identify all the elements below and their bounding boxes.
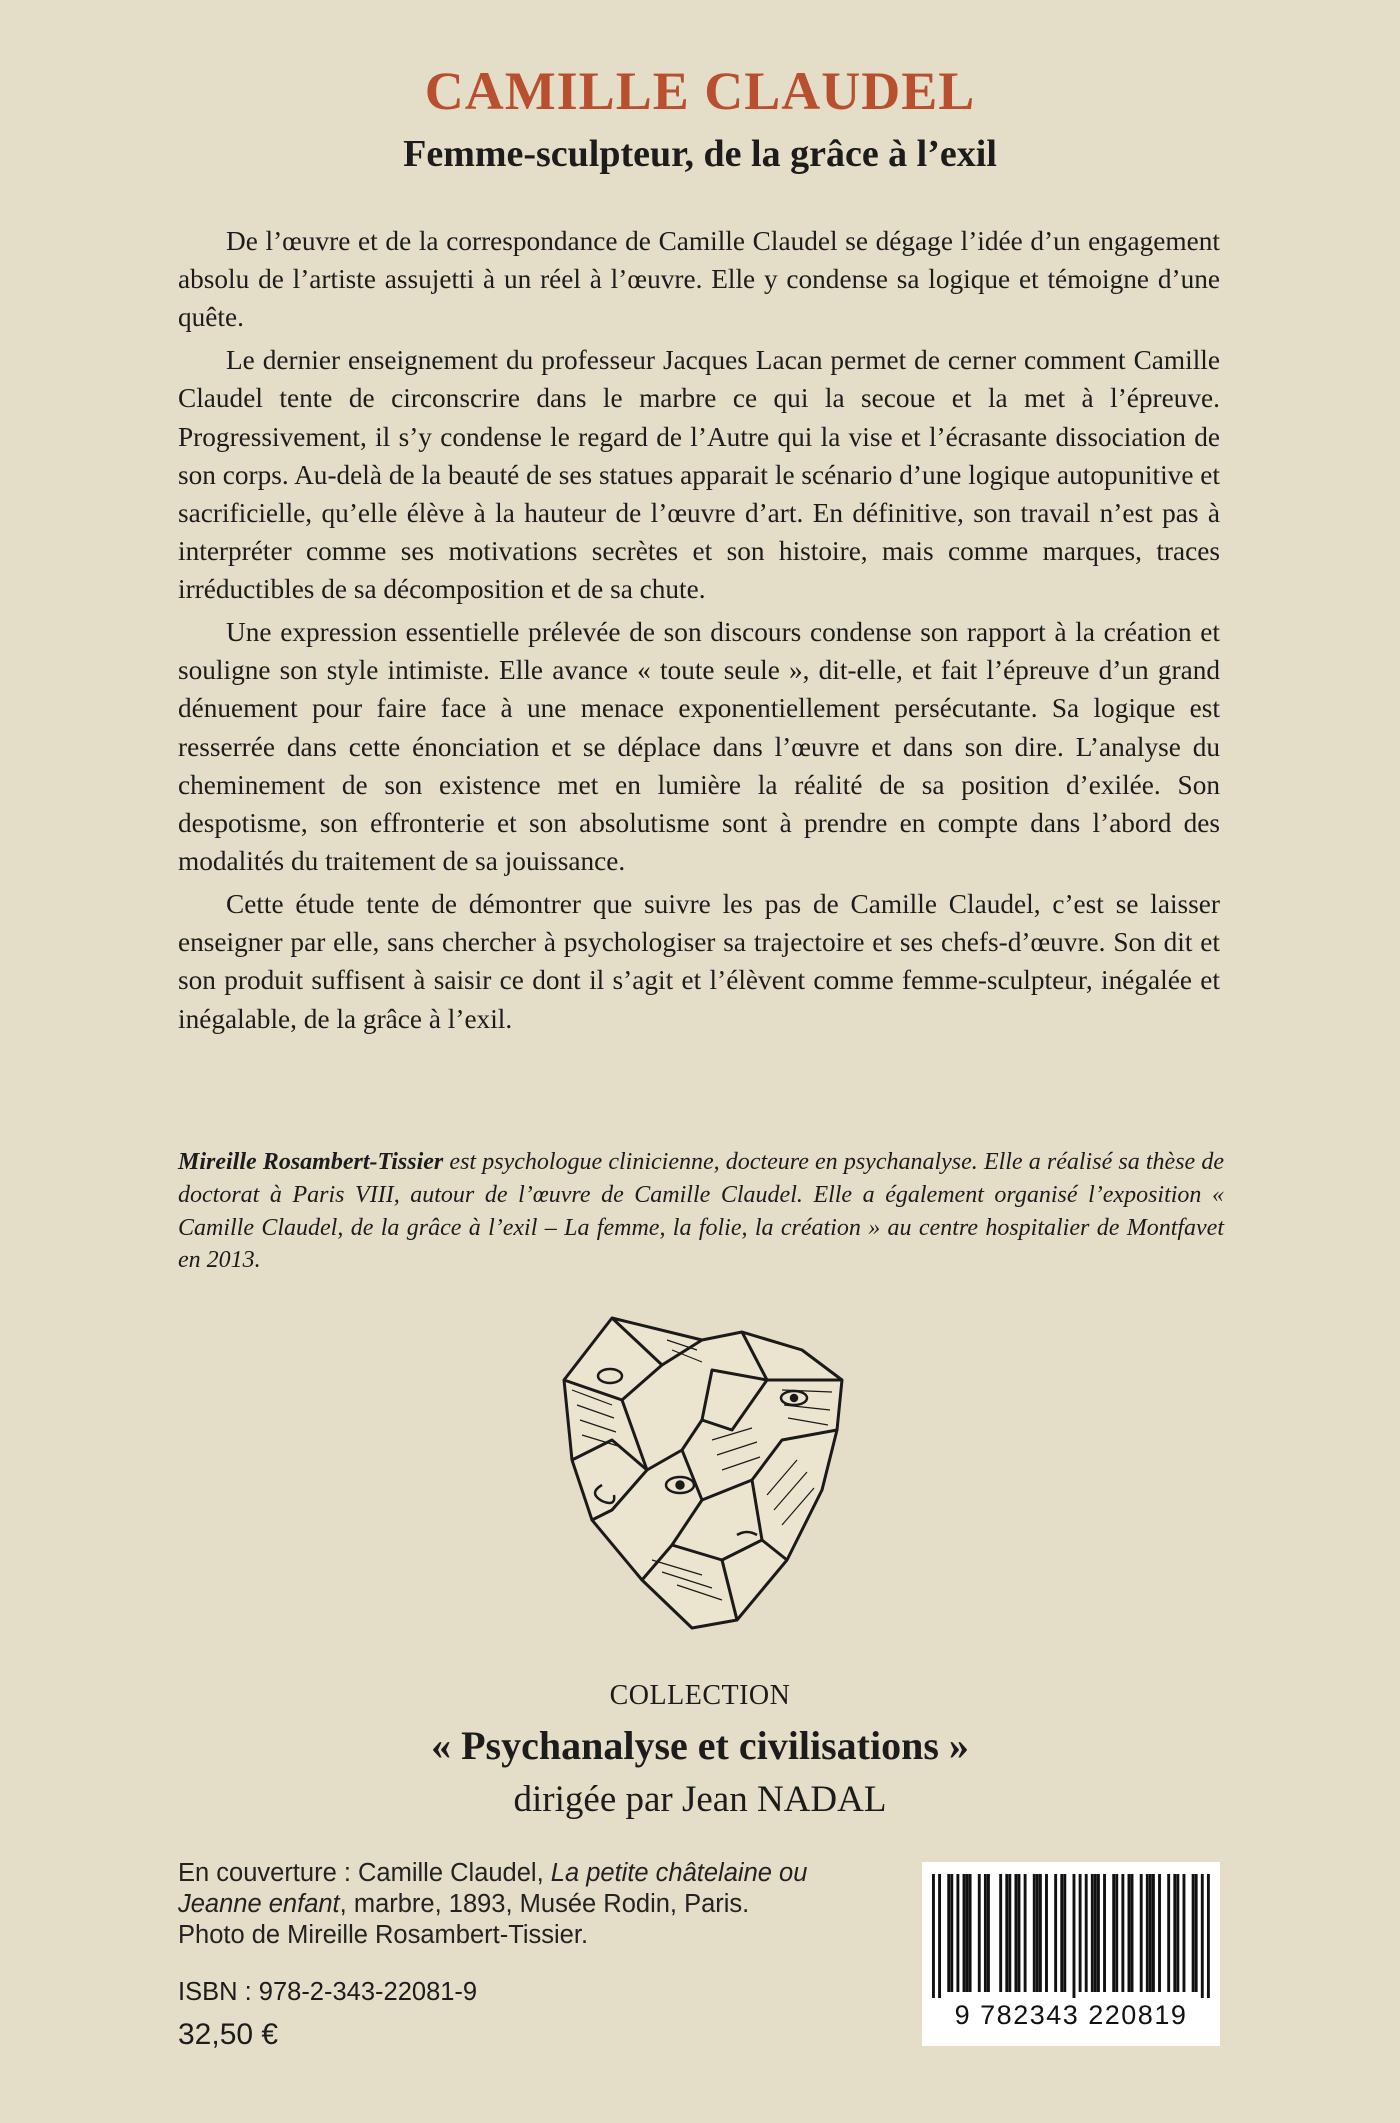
book-title: CAMILLE CLAUDEL: [424, 61, 976, 121]
barcode-bar: [1158, 1874, 1161, 1992]
summary-paragraph: De l’œuvre et de la correspondance de Camille Claudel se dégage l’idée d’un engagement absolu de l’artiste assujetti à un réel à l’œuvre. Elle y condense sa logique et témoigne d’une quête.: [178, 226, 1220, 333]
barcode-bar: [1018, 1874, 1021, 1992]
barcode-bars-icon: [932, 1874, 1210, 1998]
barcode-bar: [932, 1874, 935, 1998]
barcode-bar: [1131, 1874, 1134, 1992]
barcode-bar: [1103, 1874, 1106, 1992]
author-bio-text: est psychologue clinicienne, docteure en psychanalyse. Elle a réalisé sa thèse de doctorat à Paris VIII, autour de l’œuvre de Camille Claudel. Elle a également organisé l’exposition « Camille Claudel, de la grâce à l’exil – La femme, la folie, la création » au centre hospitalier de Montfavet en 2013.: [178, 1149, 1224, 1274]
barcode-bar: [1140, 1874, 1143, 1992]
barcode-bar: [1097, 1874, 1100, 1992]
barcode-bar: [966, 1874, 969, 1992]
barcode-bar: [947, 1874, 950, 1992]
barcode-bar: [1173, 1874, 1176, 1992]
author-name: Mireille Rosambert-Tissier: [178, 1149, 444, 1175]
cover-photo-credit: Photo de Mireille Rosambert-Tissier.: [178, 1921, 589, 1949]
summary-paragraph: Une expression essentielle prélevée de son discours condense son rapport à la création et souligne son style intimiste. Elle avance « toute seule », dit-elle, et fait l’épreuve d’un grand dénuement pour faire face à une menace exponentiellement persécutante. Sa logique est resserrée dans cette énonciation et se déplace dans l’œuvre et dans son dire. L’analyse du cheminement de son existence met en lumière la réalité de sa position d’exilée. Son despotisme, son effronterie et son absolutisme sont à prendre en compte dans l’abord des modalités du traitement de sa jouissance.: [178, 617, 1220, 877]
barcode-bar: [1054, 1874, 1057, 1992]
price: 32,50 €: [178, 2018, 279, 2051]
barcode-bar: [1146, 1874, 1149, 1992]
cover-credit-prefix: En couverture : Camille Claudel,: [178, 1859, 551, 1887]
barcode-bar: [1045, 1874, 1048, 1992]
barcode-bar: [1085, 1874, 1088, 1992]
barcode-bar: [1121, 1874, 1124, 1992]
collection-label: COLLECTION: [609, 1680, 791, 1711]
author-bio: [178, 1146, 1224, 1277]
barcode-bar: [969, 1874, 972, 1992]
barcode-bar: [1192, 1874, 1195, 1992]
isbn: ISBN : 978-2-343-22081-9: [178, 1978, 478, 2006]
book-subtitle: Femme-sculpteur, de la grâce à l’exil: [403, 133, 997, 175]
cover-work-title: La petite châtelaine ou Jeanne enfant: [178, 1859, 808, 1918]
collection-name: « Psychanalyse et civilisations »: [431, 1723, 969, 1768]
barcode-bar: [1201, 1874, 1204, 1998]
publisher-logo-icon: [552, 1310, 856, 1630]
summary-paragraph: Cette étude tente de démontrer que suivre les pas de Camille Claudel, c’est se laisser enseigner par elle, sans chercher à psychologiser sa trajectoire et ses chefs-d’œuvre. Son dit et son produit suffisent à saisir ce dont il s’agit et l’élèvent comme femme-sculpteur, inégalée et inégalable, de la grâce à l’exil.: [178, 888, 1220, 1034]
barcode-bar: [1176, 1874, 1179, 1992]
barcode-bar: [963, 1874, 966, 1992]
barcode-bar: [1112, 1874, 1115, 1992]
barcode-bar: [984, 1874, 987, 1992]
barcode-bar: [1152, 1874, 1155, 1992]
barcode-bar: [1167, 1874, 1170, 1992]
barcode-bar: [956, 1874, 959, 1992]
barcode-bar: [1005, 1874, 1008, 1992]
barcode-bar: [1039, 1874, 1042, 1992]
barcode-bar: [1073, 1874, 1076, 1998]
barcode-bar: [978, 1874, 981, 1992]
cover-credit-details: , marbre, 1893, Musée Rodin, Paris.: [339, 1890, 750, 1918]
barcode-bar: [1094, 1874, 1097, 1992]
barcode-bar: [1128, 1874, 1131, 1992]
barcode-bar: [1060, 1874, 1063, 1992]
barcode-bar: [999, 1874, 1002, 1992]
barcode-bar: [1033, 1874, 1036, 1992]
barcode-bar: [938, 1874, 941, 1998]
barcode-bar: [1024, 1874, 1027, 1992]
barcode-bar: [987, 1874, 990, 1992]
barcode-bar: [1207, 1874, 1210, 1998]
barcode: [922, 1862, 1220, 2046]
barcode-bar: [1079, 1874, 1082, 1992]
barcode-bar: [1008, 1874, 1011, 1992]
barcode-bar: [1115, 1874, 1118, 1992]
barcode-bar: [1149, 1874, 1152, 1992]
collection-director: dirigée par Jean NADAL: [513, 1779, 887, 1820]
summary-paragraph: Le dernier enseignement du professeur Jacques Lacan permet de cerner comment Camille Claudel tente de circonscrire dans le marbre ce qui la secoue et la met à l’épreuve. Progressivement, il s’y condense le regard de l’Autre qui la vise et l’écrasante dissociation de son corps. Au-delà de la beauté de ses statues apparait le scénario d’une logique autopunitive et sacrificielle, qu’elle élève à la hauteur de l’œuvre d’art. En définitive, son travail n’est pas à interpréter comme ses motivations secrètes et son histoire, mais comme marques, traces irréductibles de sa décomposition et de sa chute.: [178, 345, 1220, 605]
barcode-bar: [1014, 1874, 1017, 1992]
barcode-bar: [1091, 1874, 1094, 1992]
barcode-bar: [1036, 1874, 1039, 1992]
barcode-bar: [1195, 1874, 1198, 1992]
back-cover-summary: [178, 222, 1220, 1042]
barcode-bar: [1063, 1874, 1066, 1992]
cover-credit: [178, 1858, 898, 1951]
barcode-digits: 9 782343 220819: [954, 2000, 1188, 2030]
barcode-bar: [1183, 1874, 1186, 1992]
barcode-bar: [950, 1874, 953, 1992]
